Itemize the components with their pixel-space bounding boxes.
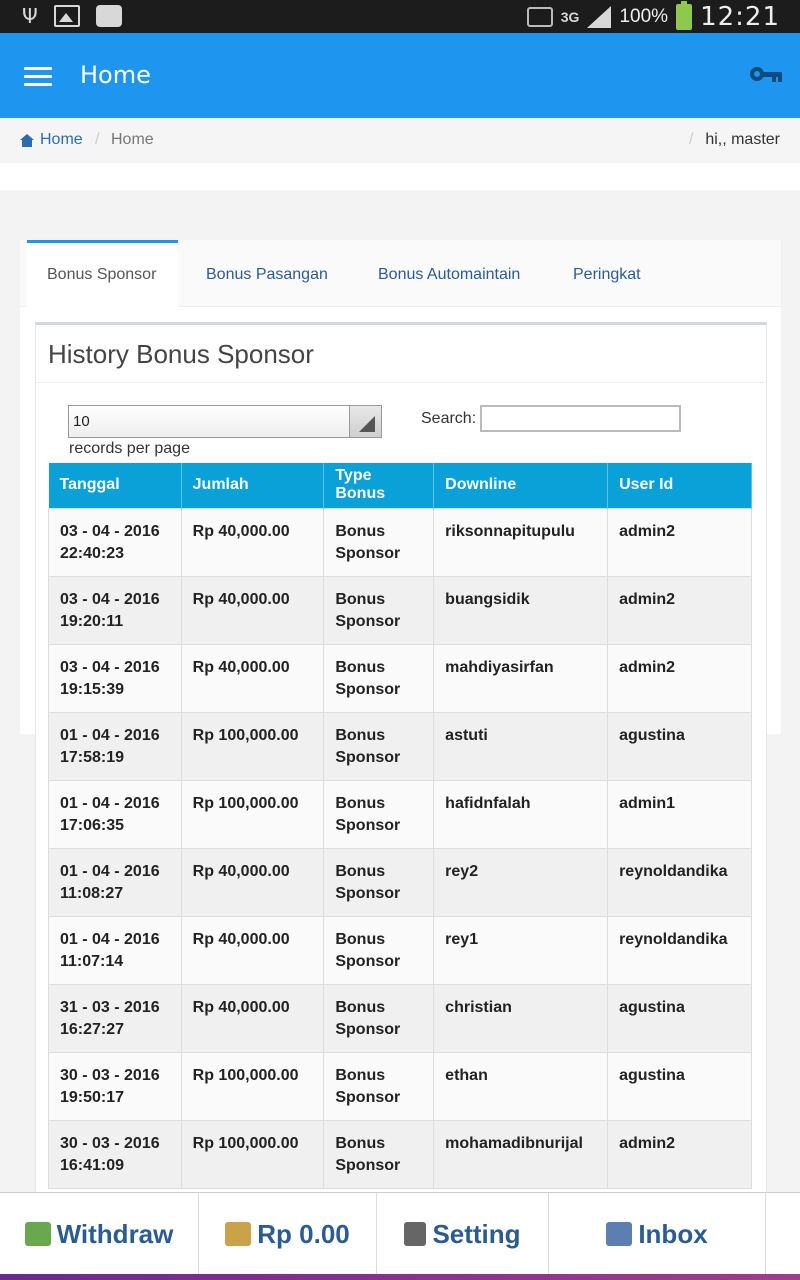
cell-tanggal-text: 19:50:17 <box>60 1088 125 1106</box>
cell-type-bonus <box>324 1052 434 1120</box>
cell-downline <box>434 848 608 916</box>
cell-jumlah <box>181 916 324 984</box>
withdraw-label: Withdraw <box>56 1218 174 1249</box>
home-icon <box>20 134 34 147</box>
content-header-strip <box>0 163 800 190</box>
cell-type-bonus <box>324 644 434 712</box>
cell-user-id <box>608 780 752 848</box>
column-header-jumlah[interactable]: Jumlah <box>181 463 324 508</box>
clock: 12:21 <box>700 2 780 32</box>
cell-tanggal-text: 03 - 04 - 2016 <box>60 590 160 608</box>
cell-tanggal-text: 17:58:19 <box>60 748 125 766</box>
cell-type-bonus-text: Sponsor <box>335 816 401 834</box>
cell-downline <box>434 576 608 644</box>
table-row <box>49 916 752 984</box>
cell-type-bonus <box>324 1120 434 1188</box>
search-input[interactable] <box>480 405 681 432</box>
cell-type-bonus-text: Bonus <box>335 726 386 744</box>
breadcrumb-current: Home <box>111 131 154 148</box>
cell-type-bonus-text: Sponsor <box>335 680 401 698</box>
cell-downline <box>434 508 608 576</box>
cell-type-bonus <box>324 508 434 576</box>
tab-bonus-pasangan[interactable]: Bonus Pasangan <box>206 266 328 283</box>
column-header-user-id[interactable]: User Id <box>608 463 752 508</box>
bonus-history-table <box>48 463 752 1189</box>
cell-type-bonus-text: Bonus <box>335 590 386 608</box>
records-per-page-label: records per page <box>69 440 190 457</box>
cell-tanggal-text: 01 - 04 - 2016 <box>60 862 160 880</box>
usb-icon: Ψ <box>22 4 38 28</box>
cell-tanggal <box>49 1052 182 1120</box>
balance-label: Rp 0.00 <box>257 1218 350 1249</box>
wallet-icon <box>225 1222 251 1246</box>
cell-user-id <box>608 848 752 916</box>
cell-type-bonus-text: Sponsor <box>335 612 401 630</box>
cell-jumlah <box>181 576 324 644</box>
cell-tanggal <box>49 1120 182 1188</box>
bottom-accent-strip <box>0 1274 800 1280</box>
cell-jumlah-text: Rp 100,000.00 <box>192 794 299 812</box>
cell-user-id-text: admin2 <box>619 522 676 540</box>
cell-type-bonus-text: Sponsor <box>335 884 401 902</box>
cell-user-id <box>608 576 752 644</box>
box-title: History Bonus Sponsor <box>48 339 314 369</box>
cell-user-id-text: admin2 <box>619 658 676 676</box>
breadcrumb-separator: / <box>95 131 100 148</box>
table-row <box>49 780 752 848</box>
cell-tanggal-text: 01 - 04 - 2016 <box>60 726 160 744</box>
breadcrumb-home-label: Home <box>40 131 83 148</box>
bottom-nav <box>0 1192 800 1274</box>
records-per-page-select[interactable] <box>68 405 382 438</box>
cell-jumlah-text: Rp 100,000.00 <box>192 1066 299 1084</box>
battery-percent: 100% <box>619 6 669 27</box>
cell-tanggal-text: 16:41:09 <box>60 1156 125 1174</box>
cell-downline-text: christian <box>445 998 512 1016</box>
cell-tanggal <box>49 712 182 780</box>
cell-user-id <box>608 508 752 576</box>
cell-downline-text: astuti <box>445 726 488 744</box>
cell-tanggal-text: 03 - 04 - 2016 <box>60 522 160 540</box>
cell-tanggal-text: 11:08:27 <box>60 884 124 902</box>
cell-type-bonus-text: Sponsor <box>335 1088 401 1106</box>
cell-downline-text: buangsidik <box>445 590 530 608</box>
cell-downline-text: rey2 <box>445 862 479 880</box>
cell-jumlah-text: Rp 40,000.00 <box>192 862 290 880</box>
cell-type-bonus <box>324 848 434 916</box>
cell-tanggal-text: 11:07:14 <box>60 952 124 970</box>
cell-jumlah-text: Rp 40,000.00 <box>192 522 290 540</box>
cell-user-id-text: agustina <box>619 1066 685 1084</box>
withdraw-button[interactable] <box>0 1193 199 1275</box>
cell-jumlah <box>181 712 324 780</box>
battery-icon <box>676 4 692 30</box>
key-icon[interactable] <box>750 65 782 85</box>
dropdown-arrow-icon[interactable] <box>349 406 381 437</box>
tab-peringkat[interactable]: Peringkat <box>573 266 641 283</box>
mail-icon <box>606 1222 632 1246</box>
notification-icons <box>22 4 122 28</box>
cell-type-bonus-text: Bonus <box>335 522 386 540</box>
table-row <box>49 984 752 1052</box>
box-divider <box>36 382 766 383</box>
cell-tanggal <box>49 984 182 1052</box>
mute-icon <box>527 7 553 27</box>
cell-tanggal-text: 22:40:23 <box>60 544 125 562</box>
cell-downline-text: hafidnfalah <box>445 794 531 812</box>
cell-tanggal <box>49 576 182 644</box>
cell-tanggal <box>49 508 182 576</box>
cell-user-id-text: agustina <box>619 726 685 744</box>
cell-type-bonus-text: Bonus <box>335 658 386 676</box>
cell-jumlah-text: Rp 100,000.00 <box>192 1134 299 1152</box>
cell-type-bonus-text: Bonus <box>335 1066 386 1084</box>
cell-jumlah-text: Rp 40,000.00 <box>192 658 290 676</box>
table-row <box>49 644 752 712</box>
cell-user-id <box>608 984 752 1052</box>
search-label: Search: <box>421 410 477 427</box>
cell-tanggal-text: 01 - 04 - 2016 <box>60 930 160 948</box>
cell-tanggal-text: 30 - 03 - 2016 <box>60 1066 160 1084</box>
cell-type-bonus-text: Bonus <box>335 930 386 948</box>
withdraw-icon <box>25 1222 51 1246</box>
cell-tanggal-text: 19:20:11 <box>60 612 124 630</box>
setting-button[interactable] <box>377 1193 549 1275</box>
cell-user-id-text: admin1 <box>619 794 676 812</box>
cell-tanggal <box>49 916 182 984</box>
cell-downline <box>434 712 608 780</box>
column-header-tanggal[interactable]: Tanggal <box>49 463 182 508</box>
cell-jumlah <box>181 1120 324 1188</box>
signal-icon <box>587 6 611 28</box>
cell-type-bonus-text: Sponsor <box>335 1156 401 1174</box>
cell-user-id-text: agustina <box>619 998 685 1016</box>
table-row <box>49 1052 752 1120</box>
cell-jumlah-text: Rp 40,000.00 <box>192 590 290 608</box>
cell-downline-text: ethan <box>445 1066 488 1084</box>
cell-jumlah <box>181 848 324 916</box>
cell-type-bonus <box>324 712 434 780</box>
cell-downline <box>434 916 608 984</box>
balance-button[interactable] <box>199 1193 377 1275</box>
column-header-type-bonus[interactable]: Type Bonus <box>324 463 434 508</box>
breadcrumb <box>0 118 800 163</box>
cell-jumlah <box>181 1052 324 1120</box>
cell-tanggal-text: 17:06:35 <box>60 816 125 834</box>
chat-notification-icon <box>96 5 122 27</box>
cell-jumlah <box>181 780 324 848</box>
cell-type-bonus <box>324 916 434 984</box>
cell-type-bonus-text: Sponsor <box>335 952 401 970</box>
cell-type-bonus-text: Bonus <box>335 862 386 880</box>
cell-downline <box>434 780 608 848</box>
inbox-label: Inbox <box>638 1218 708 1249</box>
table-body <box>49 508 752 1188</box>
cell-jumlah <box>181 644 324 712</box>
network-type: 3G <box>560 9 580 25</box>
cell-jumlah <box>181 508 324 576</box>
status-bar <box>0 0 800 33</box>
table-row <box>49 1120 752 1188</box>
cell-downline <box>434 984 608 1052</box>
cell-user-id <box>608 916 752 984</box>
cell-type-bonus <box>324 576 434 644</box>
cell-jumlah <box>181 984 324 1052</box>
cell-type-bonus-text: Bonus <box>335 998 386 1016</box>
cell-downline-text: mohamadibnurijal <box>445 1134 583 1152</box>
table-row <box>49 712 752 780</box>
cell-type-bonus <box>324 780 434 848</box>
app-bar <box>0 33 800 118</box>
table-row <box>49 848 752 916</box>
cell-user-id-text: admin2 <box>619 590 676 608</box>
bonus-tabs <box>20 240 781 307</box>
sliders-icon <box>404 1222 426 1246</box>
cell-user-id <box>608 644 752 712</box>
cell-downline-text: riksonnapitupulu <box>445 522 575 540</box>
cell-tanggal-text: 16:27:27 <box>60 1020 125 1038</box>
cell-user-id-text: reynoldandika <box>619 930 728 948</box>
user-greeting: hi,, master <box>705 131 780 148</box>
cell-type-bonus <box>324 984 434 1052</box>
cell-tanggal <box>49 780 182 848</box>
page-title: Home <box>80 61 151 89</box>
cell-type-bonus-text: Bonus <box>335 1134 386 1152</box>
table-row <box>49 508 752 576</box>
table-header-row <box>49 463 752 508</box>
tab-bonus-sponsor[interactable]: Bonus Sponsor <box>27 240 178 307</box>
system-icons <box>527 2 780 32</box>
cell-tanggal <box>49 848 182 916</box>
cell-tanggal-text: 19:15:39 <box>60 680 125 698</box>
cell-user-id-text: reynoldandika <box>619 862 728 880</box>
cell-tanggal-text: 01 - 04 - 2016 <box>60 794 160 812</box>
breadcrumb-home-link[interactable] <box>20 131 83 149</box>
cell-tanggal-text: 03 - 04 - 2016 <box>60 658 160 676</box>
cell-tanggal-text: 30 - 03 - 2016 <box>60 1134 160 1152</box>
image-notification-icon <box>54 5 80 27</box>
cell-user-id <box>608 1120 752 1188</box>
cell-jumlah-text: Rp 40,000.00 <box>192 930 290 948</box>
cell-type-bonus-text: Sponsor <box>335 748 401 766</box>
cell-tanggal-text: 31 - 03 - 2016 <box>60 998 160 1016</box>
cell-type-bonus-text: Sponsor <box>335 544 401 562</box>
setting-label: Setting <box>432 1218 521 1249</box>
cell-user-id <box>608 712 752 780</box>
cell-downline <box>434 1120 608 1188</box>
cell-downline-text: mahdiyasirfan <box>445 658 554 676</box>
breadcrumb-separator: / <box>689 131 694 148</box>
cell-tanggal <box>49 644 182 712</box>
menu-icon[interactable] <box>24 67 52 87</box>
cell-jumlah-text: Rp 40,000.00 <box>192 998 290 1016</box>
cell-user-id-text: admin2 <box>619 1134 676 1152</box>
records-per-page-value: 10 <box>73 413 90 430</box>
cell-downline <box>434 644 608 712</box>
table-row <box>49 576 752 644</box>
cell-user-id <box>608 1052 752 1120</box>
cell-downline-text: rey1 <box>445 930 479 948</box>
cell-type-bonus-text: Bonus <box>335 794 386 812</box>
cell-type-bonus-text: Sponsor <box>335 1020 401 1038</box>
inbox-button[interactable] <box>549 1193 766 1275</box>
tab-bonus-automaintain[interactable]: Bonus Automaintain <box>378 266 521 283</box>
column-header-downline[interactable]: Downline <box>434 463 608 508</box>
cell-jumlah-text: Rp 100,000.00 <box>192 726 299 744</box>
cell-downline <box>434 1052 608 1120</box>
